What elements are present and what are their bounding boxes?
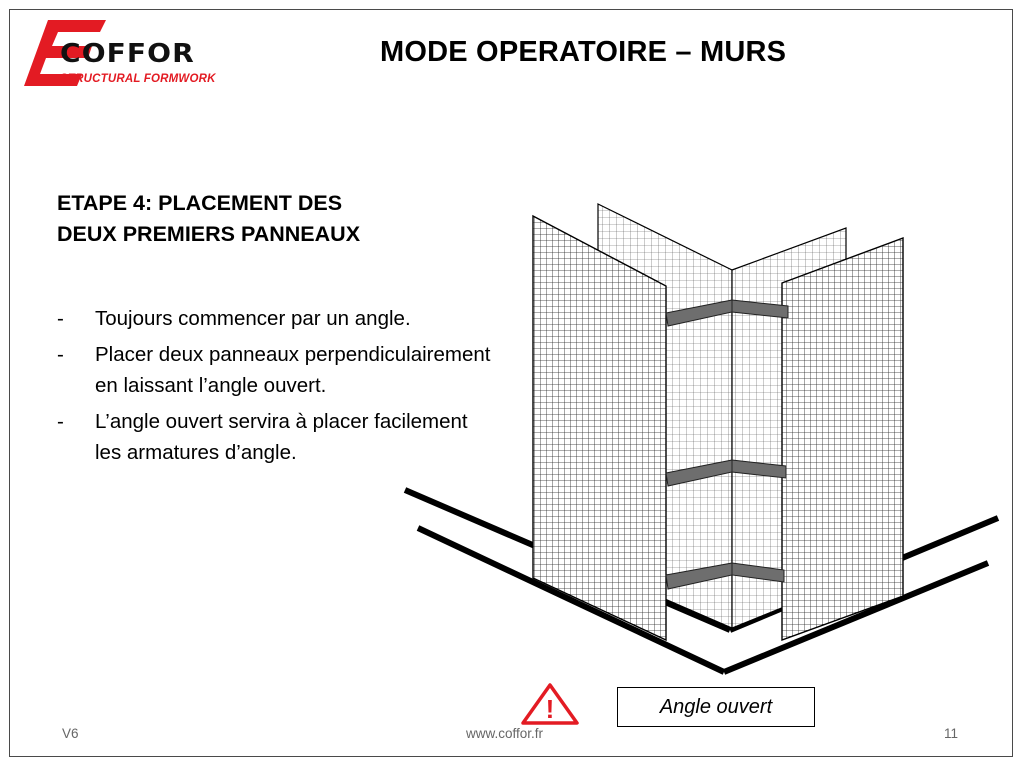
- logo-subtitle: STRUCTURAL FORMWORK: [60, 73, 216, 85]
- page-title: MODE OPERATOIRE – MURS: [380, 36, 787, 68]
- step-title-line-2: DEUX PREMIERS PANNEAUX: [57, 222, 361, 246]
- footer-page-number: 11: [944, 726, 959, 741]
- list-item-text: L’angle ouvert servira à placer facilement les armatures d’angle.: [95, 410, 468, 464]
- bullet-dash: -: [57, 307, 64, 330]
- warning-triangle-icon: [520, 682, 580, 726]
- caption-box: [617, 687, 815, 727]
- front-panel-left: [533, 216, 666, 640]
- logo-wordmark: COFFOR: [60, 39, 195, 69]
- list-item: [57, 303, 497, 334]
- list-item: [57, 339, 497, 401]
- caption-text: Angle ouvert: [659, 695, 773, 718]
- step-title-line-1: ETAPE 4: PLACEMENT DES: [57, 191, 343, 215]
- instruction-list: [57, 303, 497, 473]
- list-item-text: Placer deux panneaux perpendiculairement en laissant l’angle ouvert.: [95, 343, 491, 397]
- footer-website: www.coffor.fr: [466, 726, 544, 741]
- bullet-dash: -: [57, 343, 64, 366]
- bullet-dash: -: [57, 410, 64, 433]
- list-item: [57, 406, 497, 468]
- list-item-text: Toujours commencer par un angle.: [95, 307, 411, 330]
- footer-version: V6: [62, 726, 79, 741]
- warning-mark: !: [545, 694, 555, 724]
- front-panel-right: [782, 238, 903, 640]
